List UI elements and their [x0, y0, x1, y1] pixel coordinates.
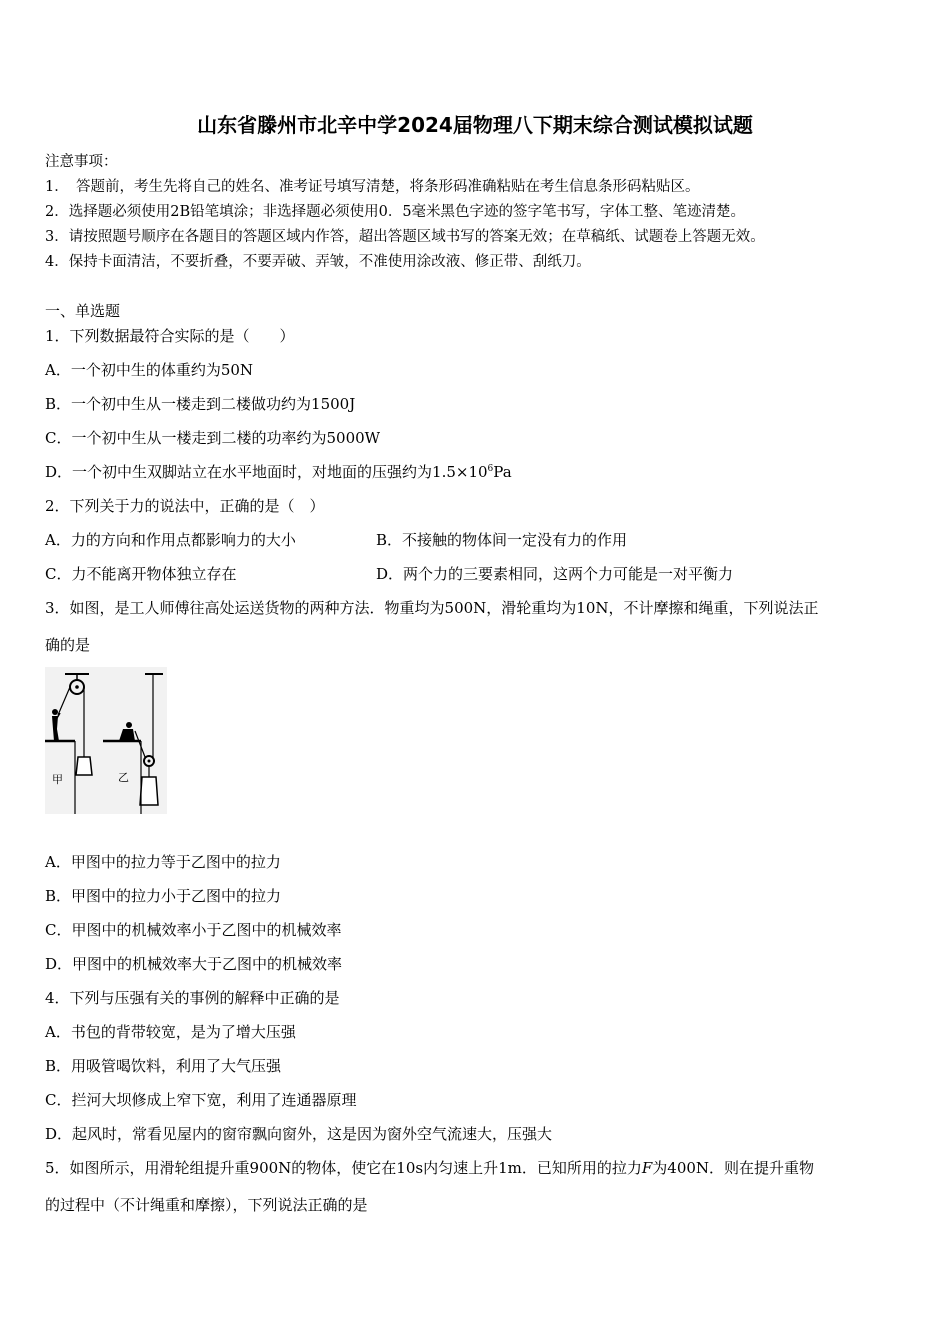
q2-stem: 2．下列关于力的说法中，正确的是（ ） [45, 497, 325, 515]
q1-option-d-text: D．一个初中生双脚站立在水平地面时，对地面的压强约为1.5×10 [45, 463, 488, 481]
pulley-figure [45, 667, 167, 814]
q1-option-d-unit: Pa [493, 463, 512, 481]
q5-stem-text: 5．如图所示，用滑轮组提升重900N的物体，使它在10s内匀速上升1m．已知所用的拉力 [45, 1159, 642, 1177]
load-left [76, 757, 92, 775]
q3-option-a: A．甲图中的拉力等于乙图中的拉力 [45, 853, 281, 871]
q3-option-b: B．甲图中的拉力小于乙图中的拉力 [45, 887, 282, 905]
q5-stem-line2: 的过程中（不计绳重和摩擦），下列说法正确的是 [45, 1196, 368, 1214]
q5-stem-text-end: 为400N．则在提升重物 [652, 1159, 815, 1177]
notice-item: 3．请按照题号顺序在各题目的答题区域内作答，超出答题区域书写的答案无效；在草稿纸、试题卷上答题无效。 [45, 229, 765, 245]
q3-option-d: D．甲图中的机械效率大于乙图中的机械效率 [45, 955, 343, 973]
section-heading: 一、单选题 [45, 302, 121, 320]
q4-option-d: D．起风时，常看见屋内的窗帘飘向窗外，这是因为窗外空气流速大，压强大 [45, 1125, 553, 1143]
pulley-axle-right [148, 760, 151, 763]
worker-head-left [52, 709, 58, 715]
load-right [140, 777, 158, 805]
q2-option-c: C．力不能离开物体独立存在 [45, 565, 237, 583]
pulley-axle-left [75, 685, 79, 689]
q2-option-d: D．两个力的三要素相同，这两个力可能是一对平衡力 [376, 565, 734, 583]
q2-option-a: A．力的方向和作用点都影响力的大小 [45, 531, 296, 549]
q4-stem: 4．下列与压强有关的事例的解释中正确的是 [45, 989, 340, 1007]
q4-option-b: B．用吸管喝饮料，利用了大气压强 [45, 1057, 282, 1075]
q3-option-c: C．甲图中的机械效率小于乙图中的机械效率 [45, 921, 342, 939]
q1-stem: 1．下列数据最符合实际的是（ ） [45, 327, 295, 345]
notice-heading: 注意事项： [45, 154, 118, 170]
q1-option-d [45, 462, 512, 482]
q1-option-a: A．一个初中生的体重约为50N [45, 361, 254, 379]
q1-option-b: B．一个初中生从一楼走到二楼做功约为1500J [45, 395, 356, 413]
worker-head-right [126, 722, 132, 728]
q3-stem-line1: 3．如图，是工人师傅往高处运送货物的两种方法．物重均为500N，滑轮重均为10N，不计摩擦和绳重，下列说法正 [45, 599, 819, 617]
q4-option-a: A．书包的背带较宽，是为了增大压强 [45, 1023, 296, 1041]
q3-stem-line2: 确的是 [45, 636, 91, 654]
q1-option-c: C．一个初中生从一楼走到二楼的功率约为5000W [45, 429, 381, 447]
q1-option-d-exponent: 6 [487, 464, 494, 474]
notice-item: 1． 答题前，考生先将自己的姓名、准考证号填写清楚，将条形码准确粘贴在考生信息条形码粘贴区。 [45, 179, 700, 195]
label-yi: 乙 [118, 771, 129, 784]
pulley-diagram [45, 667, 167, 814]
force-symbol: F [641, 1159, 653, 1177]
label-jia: 甲 [52, 773, 63, 786]
q5-stem-line1 [45, 1158, 814, 1178]
notice-item: 4．保持卡面清洁，不要折叠，不要弄破、弄皱，不准使用涂改液、修正带、刮纸刀。 [45, 254, 591, 270]
page-title: 山东省滕州市北辛中学2024届物理八下期末综合测试模拟试题 [197, 113, 753, 137]
notice-item: 2．选择题必须使用2B铅笔填涂；非选择题必须使用0．5毫米黑色字迹的签字笔书写，字体工整、笔迹清楚。 [45, 204, 746, 220]
q2-option-b: B．不接触的物体间一定没有力的作用 [376, 531, 628, 549]
q4-option-c: C．拦河大坝修成上窄下宽，利用了连通器原理 [45, 1091, 357, 1109]
